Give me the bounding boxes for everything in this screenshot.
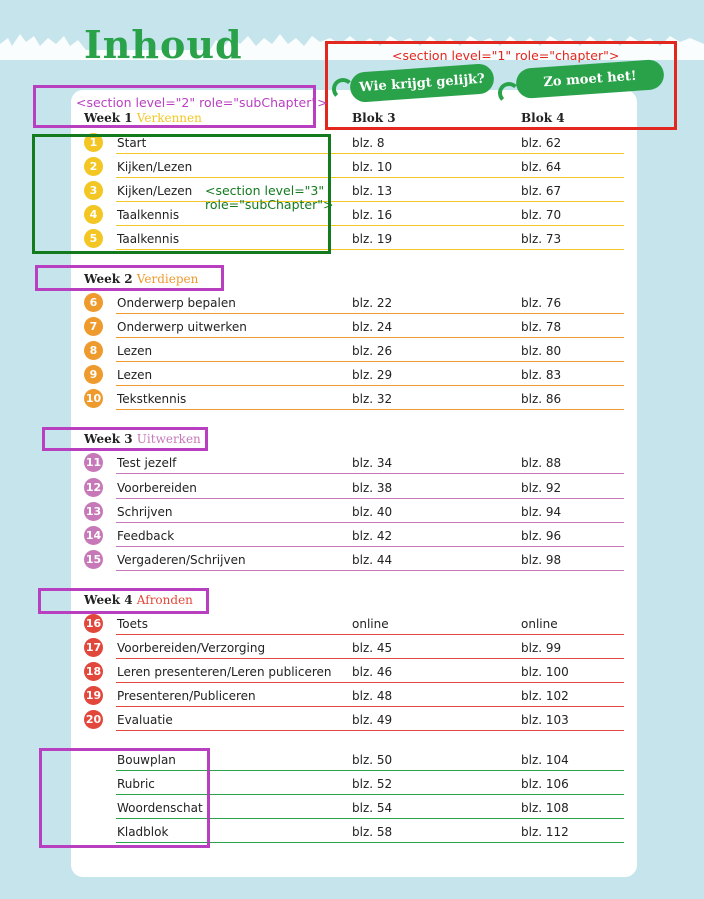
toc-row[interactable] — [0, 451, 704, 475]
subchapter-annotation-label: <section level="2" role="subChapter"> — [76, 95, 328, 110]
blok4-page: blz. 108 — [521, 801, 569, 815]
blok4-page: blz. 64 — [521, 160, 562, 174]
lesson-number-badge: 8 — [84, 341, 103, 360]
row-divider — [116, 313, 624, 314]
blok3-page: blz. 45 — [352, 641, 393, 655]
week-name: Verdiepen — [136, 272, 199, 286]
row-divider — [116, 570, 624, 571]
blok4-page: blz. 102 — [521, 689, 569, 703]
lesson-title: Voorbereiden/Verzorging — [117, 641, 266, 655]
lesson-number-badge: 12 — [84, 478, 103, 497]
lesson-number-badge: 6 — [84, 293, 103, 312]
blok4-page: blz. 76 — [521, 296, 562, 310]
week-annotation-box — [42, 427, 208, 451]
blok4-page: blz. 73 — [521, 232, 562, 246]
week-annotation-box — [35, 265, 224, 291]
row-divider — [116, 409, 624, 410]
blok3-page: blz. 29 — [352, 368, 393, 382]
lesson-number-badge: 1 — [84, 133, 103, 152]
row-divider — [116, 634, 624, 635]
lesson-number-badge: 15 — [84, 550, 103, 569]
blok4-page: blz. 103 — [521, 713, 569, 727]
blok3-page: blz. 42 — [352, 529, 393, 543]
row-divider — [116, 730, 624, 731]
toc-row[interactable] — [0, 636, 704, 660]
toc-row[interactable] — [0, 684, 704, 708]
blok3-page: online — [352, 617, 389, 631]
blok3-page: blz. 26 — [352, 344, 393, 358]
blok4-page: blz. 112 — [521, 825, 569, 839]
toc-row[interactable] — [0, 291, 704, 315]
blok4-page: blz. 70 — [521, 208, 562, 222]
lesson-title: Schrijven — [117, 505, 173, 519]
lesson-title: Leren presenteren/Leren publiceren — [117, 665, 332, 679]
lesson-title: Evaluatie — [117, 713, 173, 727]
toc-row[interactable] — [0, 660, 704, 684]
blok4-page: blz. 86 — [521, 392, 562, 406]
column-header-blok3: Blok 3 — [352, 111, 396, 125]
lesson-number-badge: 3 — [84, 181, 103, 200]
blok4-page: blz. 62 — [521, 136, 562, 150]
blok3-page: blz. 19 — [352, 232, 393, 246]
toc-row[interactable] — [0, 339, 704, 363]
lesson-title: Vergaderen/Schrijven — [117, 553, 246, 567]
lesson-number-badge: 18 — [84, 662, 103, 681]
lesson-number-badge: 11 — [84, 453, 103, 472]
toc-row[interactable] — [0, 500, 704, 524]
blok4-page: blz. 99 — [521, 641, 562, 655]
lesson-title: Lezen — [117, 344, 153, 358]
blok3-page: blz. 50 — [352, 753, 393, 767]
blok3-page: blz. 48 — [352, 689, 393, 703]
row-divider — [116, 658, 624, 659]
lesson-number-badge: 5 — [84, 229, 103, 248]
week-label: Week 2 — [84, 272, 133, 286]
row-divider — [116, 473, 624, 474]
blok4-page: blz. 88 — [521, 456, 562, 470]
blok4-page: blz. 104 — [521, 753, 569, 767]
extras-annotation-box — [39, 748, 210, 848]
blok4-page: blz. 100 — [521, 665, 569, 679]
blok3-page: blz. 52 — [352, 777, 393, 791]
column-header-blok4: Blok 4 — [521, 111, 565, 125]
blok4-page: blz. 67 — [521, 184, 562, 198]
blok4-page: blz. 94 — [521, 505, 562, 519]
level3-annotation-label: <section level="3" — [205, 183, 325, 198]
week-annotation-box — [38, 588, 209, 614]
lesson-title: Onderwerp bepalen — [117, 296, 236, 310]
blok3-page: blz. 44 — [352, 553, 393, 567]
row-divider — [116, 361, 624, 362]
lesson-number-badge: 20 — [84, 710, 103, 729]
extra-title: Kladblok — [117, 825, 169, 839]
lesson-title: Kijken/Lezen — [117, 184, 193, 198]
blok3-page: blz. 10 — [352, 160, 393, 174]
blok4-page: blz. 78 — [521, 320, 562, 334]
row-divider — [116, 682, 624, 683]
blok3-page: blz. 38 — [352, 481, 393, 495]
week-name: Afronden — [136, 593, 193, 607]
lesson-number-badge: 16 — [84, 614, 103, 633]
week-label: Week 1 — [84, 111, 133, 125]
lesson-title: Tekstkennis — [117, 392, 187, 406]
level3-annotation-label: role="subChapter"> — [205, 197, 334, 212]
blok3-page: blz. 22 — [352, 296, 393, 310]
week-name: Uitwerken — [136, 432, 201, 446]
toc-row[interactable] — [0, 315, 704, 339]
toc-row[interactable] — [0, 524, 704, 548]
toc-row[interactable] — [0, 708, 704, 732]
blok4-page: blz. 92 — [521, 481, 562, 495]
row-divider — [116, 546, 624, 547]
row-divider — [116, 498, 624, 499]
lesson-title: Kijken/Lezen — [117, 160, 193, 174]
blok3-page: blz. 58 — [352, 825, 393, 839]
lesson-title: Taalkennis — [117, 232, 180, 246]
blok3-page: blz. 40 — [352, 505, 393, 519]
row-divider — [116, 706, 624, 707]
extra-title: Bouwplan — [117, 753, 176, 767]
lesson-number-badge: 9 — [84, 365, 103, 384]
row-divider — [116, 337, 624, 338]
blok3-page: blz. 13 — [352, 184, 393, 198]
toc-row[interactable] — [0, 363, 704, 387]
blok3-page: blz. 24 — [352, 320, 393, 334]
extra-title: Woordenschat — [117, 801, 203, 815]
blok3-page: blz. 32 — [352, 392, 393, 406]
blok3-page: blz. 46 — [352, 665, 393, 679]
toc-row[interactable] — [0, 548, 704, 572]
blok3-page: blz. 34 — [352, 456, 393, 470]
lesson-title: Feedback — [117, 529, 175, 543]
lesson-title: Toets — [117, 617, 148, 631]
zo-moet-het-button[interactable]: Zo moet het! — [515, 59, 665, 99]
lesson-title: Taalkennis — [117, 208, 180, 222]
page-title: Inhoud — [84, 22, 243, 67]
chapter-annotation-label: <section level="1" role="chapter"> — [392, 48, 620, 63]
blok4-page: blz. 83 — [521, 368, 562, 382]
lesson-title: Lezen — [117, 368, 153, 382]
toc-row[interactable] — [0, 387, 704, 411]
lesson-number-badge: 4 — [84, 205, 103, 224]
lesson-title: Onderwerp uitwerken — [117, 320, 247, 334]
lesson-title: Voorbereiden — [117, 481, 197, 495]
lesson-number-badge: 13 — [84, 502, 103, 521]
week-name: Verkennen — [136, 111, 202, 125]
blok4-page: blz. 80 — [521, 344, 562, 358]
lesson-number-badge: 19 — [84, 686, 103, 705]
blok3-page: blz. 54 — [352, 801, 393, 815]
row-divider — [116, 385, 624, 386]
toc-row[interactable] — [0, 612, 704, 636]
lesson-number-badge: 14 — [84, 526, 103, 545]
wie-krijgt-gelijk-button[interactable]: Wie krijgt gelijk? — [349, 63, 495, 103]
week-label: Week 4 — [84, 593, 133, 607]
lesson-title: Test jezelf — [117, 456, 177, 470]
blok4-page: online — [521, 617, 558, 631]
blok4-page: blz. 98 — [521, 553, 562, 567]
week-label: Week 3 — [84, 432, 133, 446]
lesson-number-badge: 2 — [84, 157, 103, 176]
lesson-number-badge: 7 — [84, 317, 103, 336]
lesson-number-badge: 10 — [84, 389, 103, 408]
blok3-page: blz. 16 — [352, 208, 393, 222]
lesson-number-badge: 17 — [84, 638, 103, 657]
extra-title: Rubric — [117, 777, 155, 791]
blok4-page: blz. 106 — [521, 777, 569, 791]
blok3-page: blz. 8 — [352, 136, 385, 150]
toc-row[interactable] — [0, 476, 704, 500]
lesson-title: Start — [117, 136, 147, 150]
blok3-page: blz. 49 — [352, 713, 393, 727]
blok4-page: blz. 96 — [521, 529, 562, 543]
lesson-title: Presenteren/Publiceren — [117, 689, 256, 703]
row-divider — [116, 522, 624, 523]
